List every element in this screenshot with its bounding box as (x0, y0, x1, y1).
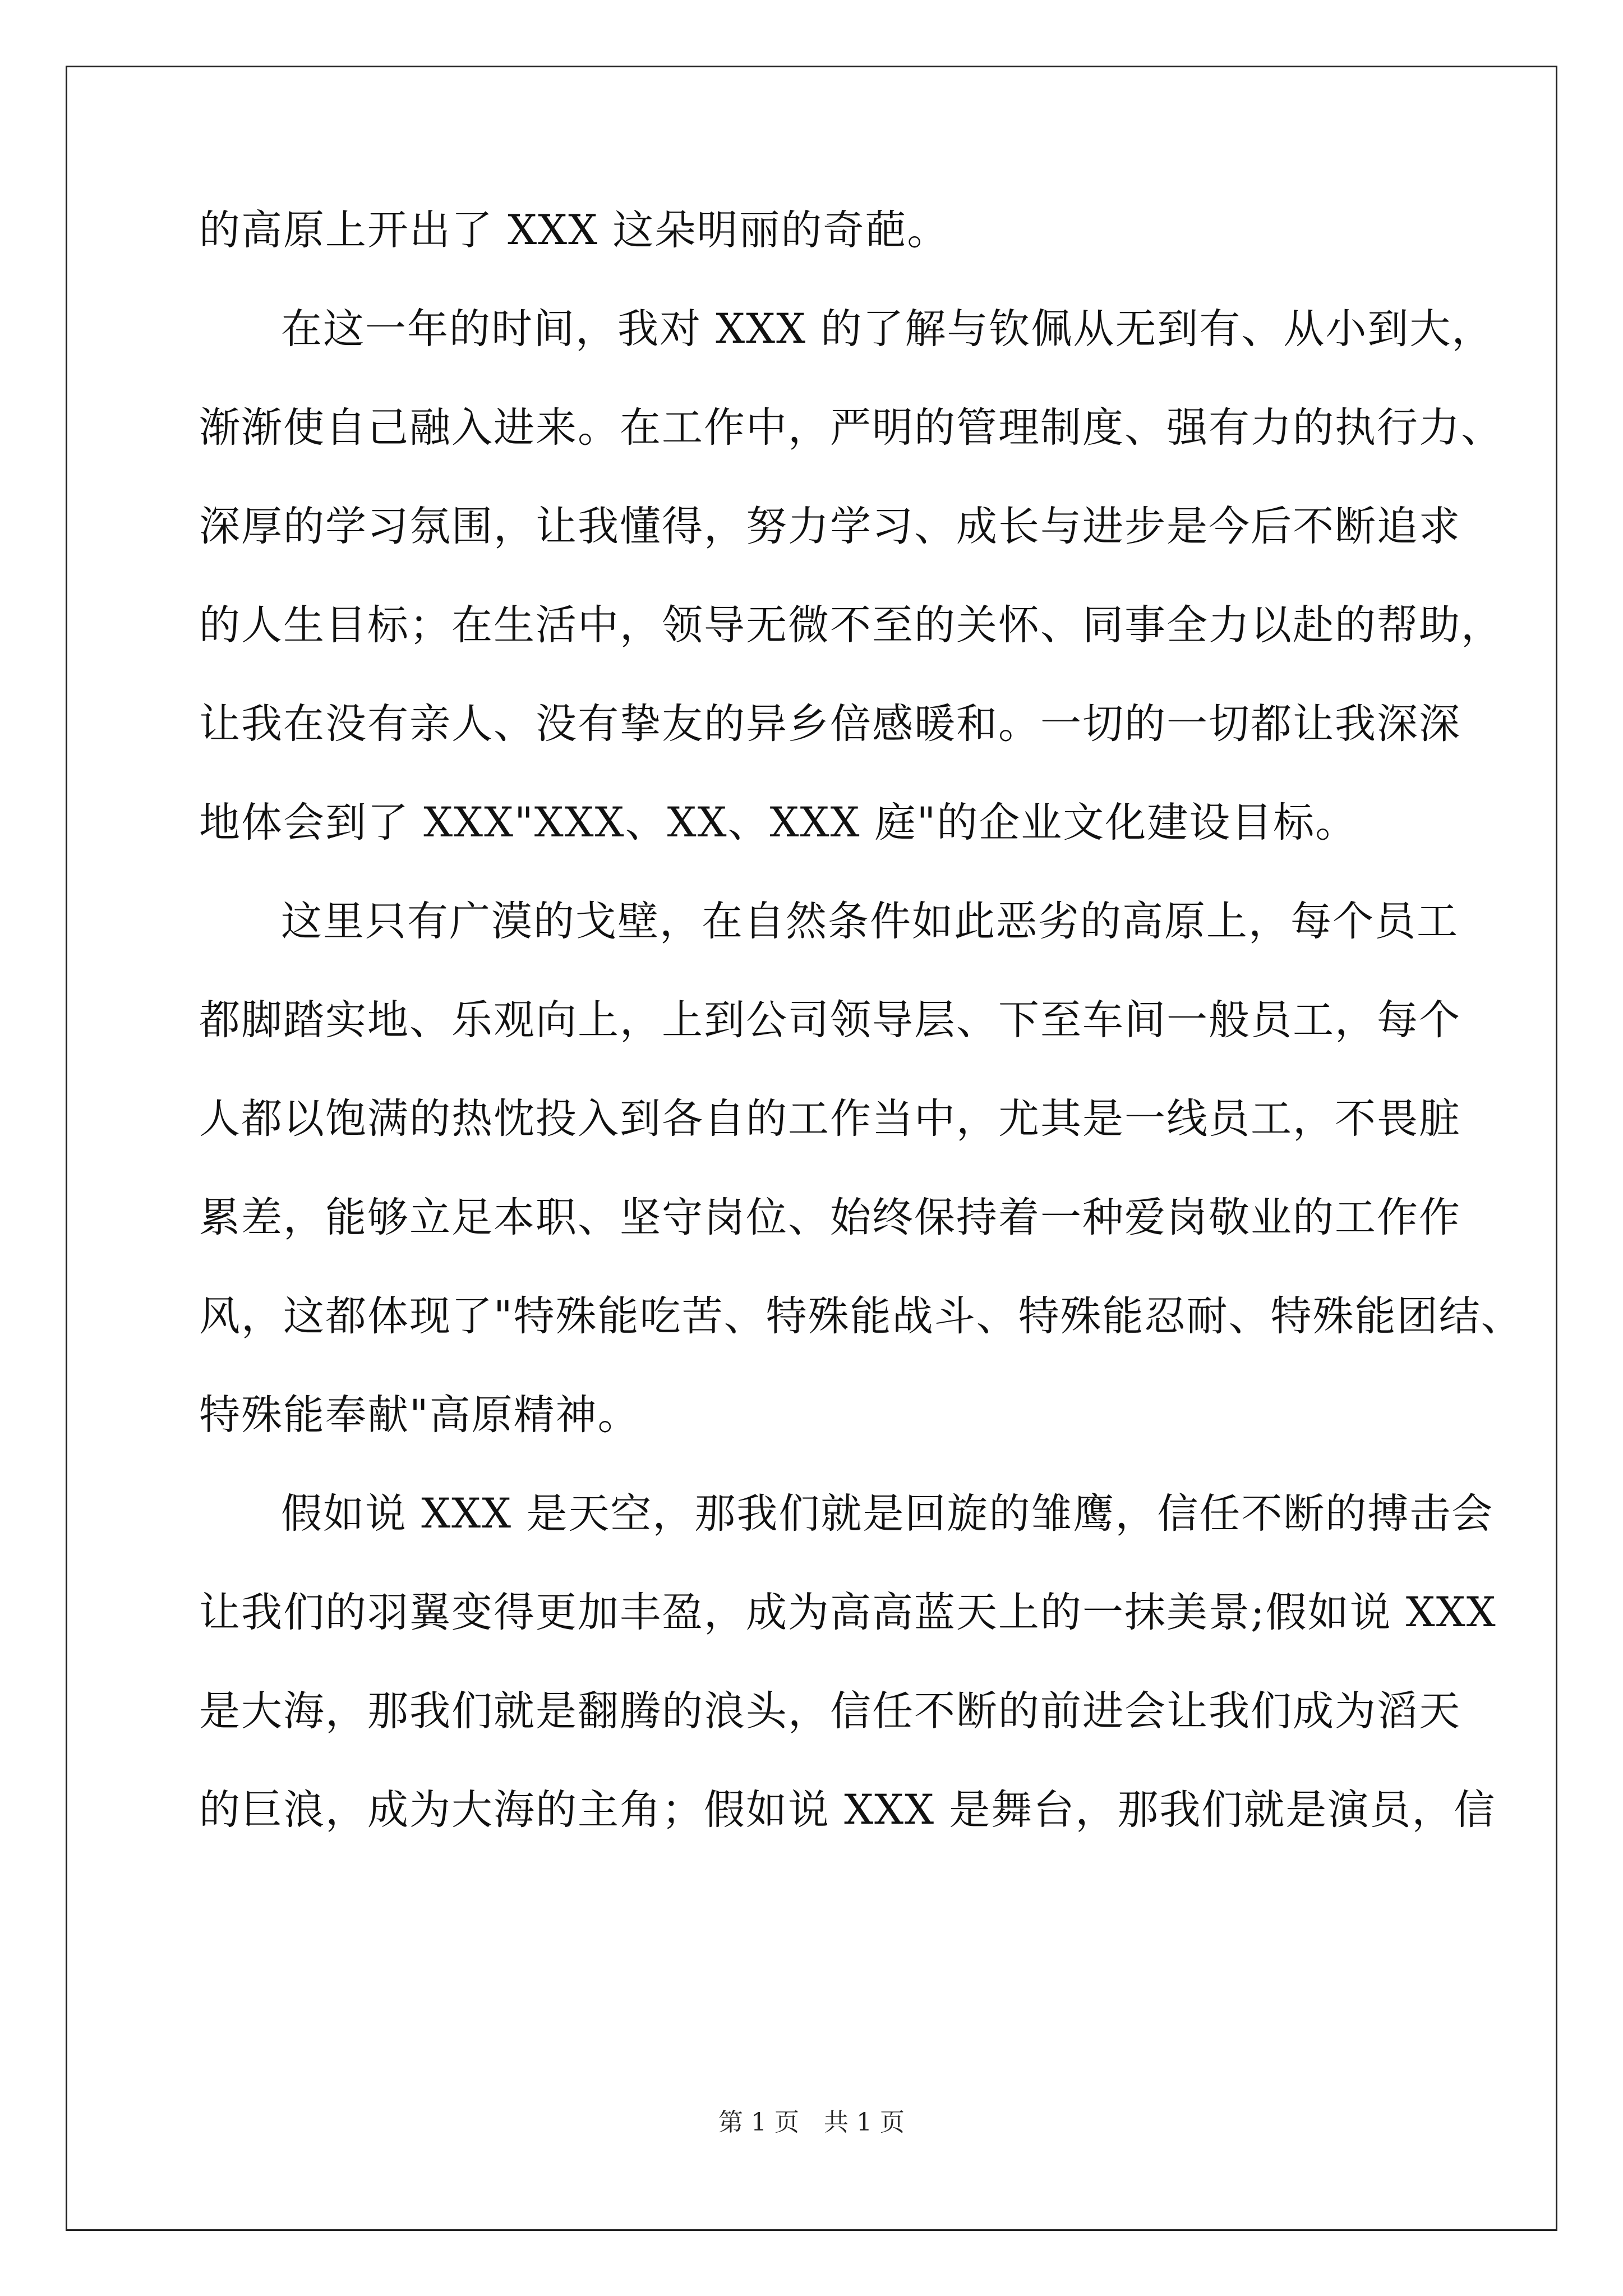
text-line-5: 的人生目标；在生活中，领导无微不至的关怀、同事全力以赴的帮助， (199, 601, 1503, 649)
text-line-6: 让我在没有亲人、没有挚友的异乡倍感暖和。一切的一切都让我深深 (199, 700, 1461, 748)
text-line-4: 深厚的学习氛围，让我懂得，努力学习、成长与进步是今后不断追求 (199, 503, 1461, 550)
text-line-3: 渐渐使自己融入进来。在工作中，严明的管理制度、强有力的执行力、 (199, 404, 1503, 452)
page-footer: 第 1 页 共 1 页 (718, 2108, 905, 2137)
text-line-11: 累差，能够立足本职、坚守岗位、始终保持着一种爱岗敬业的工作作 (199, 1194, 1461, 1241)
text-line-8: 这里只有广漠的戈壁，在自然条件如此恶劣的高原上，每个员工 (281, 898, 1459, 945)
text-line-12: 风，这都体现了"特殊能吃苦、特殊能战斗、特殊能忍耐、特殊能团结、 (199, 1292, 1523, 1340)
text-line-14: 假如说 XXX 是天空，那我们就是回旋的雏鹰，信任不断的搏击会 (281, 1490, 1494, 1538)
page-border (66, 66, 1557, 2231)
text-line-1: 的高原上开出了 XXX 这朵明丽的奇葩。 (199, 206, 949, 254)
text-line-16: 是大海，那我们就是翻腾的浪头，信任不断的前进会让我们成为滔天 (199, 1687, 1461, 1735)
text-line-7: 地体会到了 XXX"XXX、XX、XXX 庭"的企业文化建设目标。 (199, 799, 1358, 846)
text-line-9: 都脚踏实地、乐观向上，上到公司领导层、下至车间一般员工，每个 (199, 996, 1461, 1044)
text-line-13: 特殊能奉献"高原精神。 (199, 1391, 640, 1439)
text-line-2: 在这一年的时间，我对 XXX 的了解与钦佩从无到有、从小到大， (281, 305, 1494, 353)
text-line-15: 让我们的羽翼变得更加丰盈，成为高高蓝天上的一抹美景;假如说 XXX (199, 1589, 1497, 1636)
text-line-17: 的巨浪，成为大海的主角；假如说 XXX 是舞台，那我们就是演员，信 (199, 1786, 1496, 1834)
text-line-10: 人都以饱满的热忱投入到各自的工作当中，尤其是一线员工，不畏脏 (199, 1095, 1461, 1143)
